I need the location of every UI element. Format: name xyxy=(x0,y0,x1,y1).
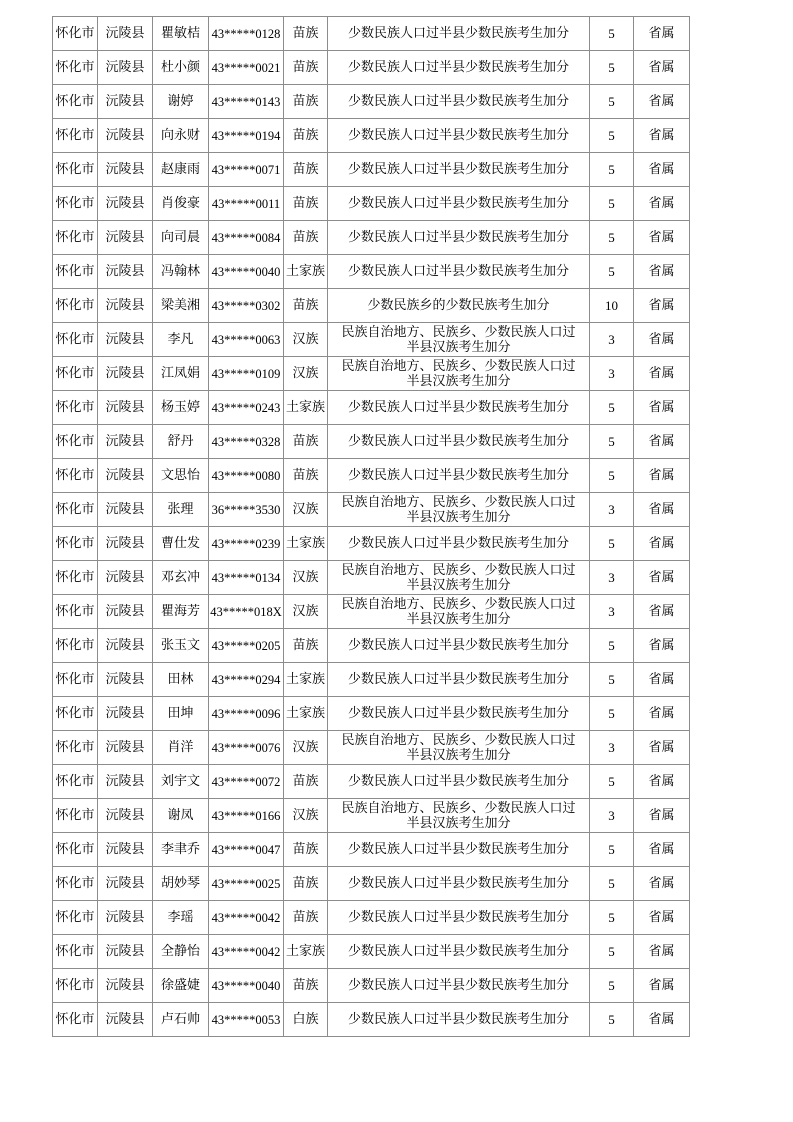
id-number-cell: 43*****0011 xyxy=(209,187,284,221)
level-cell: 省属 xyxy=(634,323,690,357)
ethnicity-cell: 苗族 xyxy=(284,629,328,663)
county-cell: 沅陵县 xyxy=(98,85,153,119)
city-cell: 怀化市 xyxy=(53,1003,98,1037)
city-cell: 怀化市 xyxy=(53,969,98,1003)
name-cell: 杜小颜 xyxy=(153,51,209,85)
level-cell: 省属 xyxy=(634,731,690,765)
table-row xyxy=(53,697,690,731)
county-cell: 沅陵县 xyxy=(98,561,153,595)
city-cell: 怀化市 xyxy=(53,17,98,51)
id-number-cell: 43*****0042 xyxy=(209,901,284,935)
bonus-score-cell: 3 xyxy=(590,357,634,391)
ethnicity-cell: 汉族 xyxy=(284,731,328,765)
bonus-reason-cell: 少数民族人口过半县少数民族考生加分 xyxy=(328,187,590,221)
ethnicity-cell: 苗族 xyxy=(284,17,328,51)
bonus-reason-cell: 少数民族人口过半县少数民族考生加分 xyxy=(328,867,590,901)
table-row xyxy=(53,833,690,867)
bonus-score-cell: 3 xyxy=(590,561,634,595)
id-number-cell: 43*****0084 xyxy=(209,221,284,255)
city-cell: 怀化市 xyxy=(53,561,98,595)
bonus-reason-cell: 民族自治地方、民族乡、少数民族人口过半县汉族考生加分 xyxy=(328,357,590,391)
id-number-cell: 43*****0194 xyxy=(209,119,284,153)
ethnicity-cell: 汉族 xyxy=(284,357,328,391)
level-cell: 省属 xyxy=(634,799,690,833)
level-cell: 省属 xyxy=(634,289,690,323)
name-cell: 徐盛婕 xyxy=(153,969,209,1003)
table-row xyxy=(53,663,690,697)
id-number-cell: 43*****0053 xyxy=(209,1003,284,1037)
id-number-cell: 43*****0025 xyxy=(209,867,284,901)
ethnicity-cell: 苗族 xyxy=(284,969,328,1003)
table-row xyxy=(53,425,690,459)
name-cell: 田坤 xyxy=(153,697,209,731)
city-cell: 怀化市 xyxy=(53,867,98,901)
ethnicity-cell: 苗族 xyxy=(284,51,328,85)
county-cell: 沅陵县 xyxy=(98,289,153,323)
bonus-score-cell: 5 xyxy=(590,391,634,425)
id-number-cell: 43*****0302 xyxy=(209,289,284,323)
table-row xyxy=(53,119,690,153)
bonus-score-cell: 5 xyxy=(590,1003,634,1037)
name-cell: 刘宇文 xyxy=(153,765,209,799)
level-cell: 省属 xyxy=(634,663,690,697)
county-cell: 沅陵县 xyxy=(98,425,153,459)
id-number-cell: 43*****0166 xyxy=(209,799,284,833)
city-cell: 怀化市 xyxy=(53,323,98,357)
county-cell: 沅陵县 xyxy=(98,51,153,85)
bonus-reason-cell: 少数民族人口过半县少数民族考生加分 xyxy=(328,629,590,663)
bonus-reason-cell: 少数民族人口过半县少数民族考生加分 xyxy=(328,85,590,119)
table-row xyxy=(53,221,690,255)
bonus-reason-cell: 民族自治地方、民族乡、少数民族人口过半县汉族考生加分 xyxy=(328,595,590,629)
id-number-cell: 43*****0143 xyxy=(209,85,284,119)
county-cell: 沅陵县 xyxy=(98,595,153,629)
bonus-reason-cell: 民族自治地方、民族乡、少数民族人口过半县汉族考生加分 xyxy=(328,561,590,595)
bonus-score-cell: 5 xyxy=(590,935,634,969)
bonus-score-cell: 5 xyxy=(590,425,634,459)
county-cell: 沅陵县 xyxy=(98,629,153,663)
bonus-score-cell: 5 xyxy=(590,663,634,697)
name-cell: 张理 xyxy=(153,493,209,527)
level-cell: 省属 xyxy=(634,119,690,153)
level-cell: 省属 xyxy=(634,561,690,595)
level-cell: 省属 xyxy=(634,391,690,425)
table-row xyxy=(53,51,690,85)
table-row xyxy=(53,595,690,629)
level-cell: 省属 xyxy=(634,527,690,561)
bonus-score-cell: 5 xyxy=(590,119,634,153)
level-cell: 省属 xyxy=(634,765,690,799)
city-cell: 怀化市 xyxy=(53,765,98,799)
bonus-score-cell: 5 xyxy=(590,153,634,187)
table-row xyxy=(53,323,690,357)
county-cell: 沅陵县 xyxy=(98,867,153,901)
ethnicity-cell: 苗族 xyxy=(284,289,328,323)
county-cell: 沅陵县 xyxy=(98,323,153,357)
ethnicity-cell: 汉族 xyxy=(284,493,328,527)
city-cell: 怀化市 xyxy=(53,221,98,255)
name-cell: 舒丹 xyxy=(153,425,209,459)
table-row xyxy=(53,867,690,901)
level-cell: 省属 xyxy=(634,595,690,629)
name-cell: 卢石帅 xyxy=(153,1003,209,1037)
name-cell: 江凤娟 xyxy=(153,357,209,391)
table-row xyxy=(53,765,690,799)
bonus-reason-cell: 少数民族人口过半县少数民族考生加分 xyxy=(328,153,590,187)
county-cell: 沅陵县 xyxy=(98,527,153,561)
id-number-cell: 43*****0294 xyxy=(209,663,284,697)
name-cell: 赵康雨 xyxy=(153,153,209,187)
id-number-cell: 43*****0042 xyxy=(209,935,284,969)
ethnicity-cell: 土家族 xyxy=(284,255,328,289)
bonus-score-cell: 3 xyxy=(590,799,634,833)
ethnicity-cell: 苗族 xyxy=(284,459,328,493)
ethnicity-cell: 土家族 xyxy=(284,527,328,561)
table-row xyxy=(53,1003,690,1037)
table-row xyxy=(53,459,690,493)
id-number-cell: 43*****018X xyxy=(209,595,284,629)
city-cell: 怀化市 xyxy=(53,357,98,391)
bonus-score-cell: 5 xyxy=(590,969,634,1003)
city-cell: 怀化市 xyxy=(53,935,98,969)
city-cell: 怀化市 xyxy=(53,153,98,187)
county-cell: 沅陵县 xyxy=(98,663,153,697)
ethnicity-cell: 土家族 xyxy=(284,935,328,969)
ethnicity-cell: 苗族 xyxy=(284,867,328,901)
name-cell: 邓玄冲 xyxy=(153,561,209,595)
name-cell: 李瑶 xyxy=(153,901,209,935)
bonus-score-cell: 5 xyxy=(590,765,634,799)
table-row xyxy=(53,629,690,663)
level-cell: 省属 xyxy=(634,17,690,51)
name-cell: 全静怡 xyxy=(153,935,209,969)
table-row xyxy=(53,799,690,833)
county-cell: 沅陵县 xyxy=(98,935,153,969)
id-number-cell: 43*****0205 xyxy=(209,629,284,663)
ethnicity-cell: 土家族 xyxy=(284,697,328,731)
county-cell: 沅陵县 xyxy=(98,255,153,289)
table-row xyxy=(53,255,690,289)
county-cell: 沅陵县 xyxy=(98,697,153,731)
bonus-score-cell: 5 xyxy=(590,901,634,935)
bonus-reason-cell: 少数民族人口过半县少数民族考生加分 xyxy=(328,527,590,561)
bonus-reason-cell: 少数民族人口过半县少数民族考生加分 xyxy=(328,833,590,867)
bonus-score-cell: 5 xyxy=(590,51,634,85)
name-cell: 冯翰林 xyxy=(153,255,209,289)
county-cell: 沅陵县 xyxy=(98,357,153,391)
ethnicity-cell: 苗族 xyxy=(284,765,328,799)
id-number-cell: 43*****0243 xyxy=(209,391,284,425)
table-row xyxy=(53,357,690,391)
bonus-score-cell: 5 xyxy=(590,17,634,51)
table-row xyxy=(53,85,690,119)
bonus-reason-cell: 少数民族人口过半县少数民族考生加分 xyxy=(328,901,590,935)
county-cell: 沅陵县 xyxy=(98,119,153,153)
city-cell: 怀化市 xyxy=(53,663,98,697)
bonus-reason-cell: 民族自治地方、民族乡、少数民族人口过半县汉族考生加分 xyxy=(328,493,590,527)
level-cell: 省属 xyxy=(634,969,690,1003)
level-cell: 省属 xyxy=(634,697,690,731)
ethnicity-cell: 白族 xyxy=(284,1003,328,1037)
bonus-score-cell: 5 xyxy=(590,629,634,663)
city-cell: 怀化市 xyxy=(53,833,98,867)
county-cell: 沅陵县 xyxy=(98,493,153,527)
name-cell: 曹仕发 xyxy=(153,527,209,561)
bonus-score-cell: 3 xyxy=(590,493,634,527)
table-row xyxy=(53,153,690,187)
county-cell: 沅陵县 xyxy=(98,969,153,1003)
name-cell: 向司晨 xyxy=(153,221,209,255)
level-cell: 省属 xyxy=(634,1003,690,1037)
level-cell: 省属 xyxy=(634,867,690,901)
county-cell: 沅陵县 xyxy=(98,187,153,221)
county-cell: 沅陵县 xyxy=(98,1003,153,1037)
name-cell: 李凡 xyxy=(153,323,209,357)
table-row xyxy=(53,289,690,323)
ethnicity-cell: 苗族 xyxy=(284,119,328,153)
city-cell: 怀化市 xyxy=(53,391,98,425)
county-cell: 沅陵县 xyxy=(98,765,153,799)
name-cell: 谢凤 xyxy=(153,799,209,833)
city-cell: 怀化市 xyxy=(53,799,98,833)
level-cell: 省属 xyxy=(634,493,690,527)
bonus-score-cell: 3 xyxy=(590,731,634,765)
id-number-cell: 43*****0128 xyxy=(209,17,284,51)
level-cell: 省属 xyxy=(634,629,690,663)
table-body xyxy=(53,17,690,1037)
county-cell: 沅陵县 xyxy=(98,731,153,765)
ethnicity-cell: 汉族 xyxy=(284,561,328,595)
id-number-cell: 43*****0047 xyxy=(209,833,284,867)
bonus-score-cell: 3 xyxy=(590,595,634,629)
bonus-score-cell: 5 xyxy=(590,697,634,731)
table-row xyxy=(53,17,690,51)
city-cell: 怀化市 xyxy=(53,85,98,119)
bonus-score-cell: 5 xyxy=(590,459,634,493)
level-cell: 省属 xyxy=(634,459,690,493)
bonus-score-cell: 5 xyxy=(590,255,634,289)
level-cell: 省属 xyxy=(634,357,690,391)
name-cell: 向永财 xyxy=(153,119,209,153)
table-row xyxy=(53,527,690,561)
name-cell: 杨玉婷 xyxy=(153,391,209,425)
bonus-points-table xyxy=(52,16,690,1037)
bonus-reason-cell: 少数民族人口过半县少数民族考生加分 xyxy=(328,697,590,731)
county-cell: 沅陵县 xyxy=(98,17,153,51)
id-number-cell: 43*****0071 xyxy=(209,153,284,187)
county-cell: 沅陵县 xyxy=(98,901,153,935)
table-row xyxy=(53,969,690,1003)
level-cell: 省属 xyxy=(634,833,690,867)
table-row xyxy=(53,935,690,969)
bonus-reason-cell: 少数民族人口过半县少数民族考生加分 xyxy=(328,935,590,969)
bonus-score-cell: 5 xyxy=(590,833,634,867)
level-cell: 省属 xyxy=(634,187,690,221)
city-cell: 怀化市 xyxy=(53,459,98,493)
bonus-score-cell: 5 xyxy=(590,85,634,119)
bonus-reason-cell: 少数民族乡的少数民族考生加分 xyxy=(328,289,590,323)
bonus-score-cell: 3 xyxy=(590,323,634,357)
id-number-cell: 43*****0239 xyxy=(209,527,284,561)
ethnicity-cell: 苗族 xyxy=(284,85,328,119)
bonus-score-cell: 5 xyxy=(590,867,634,901)
bonus-reason-cell: 少数民族人口过半县少数民族考生加分 xyxy=(328,1003,590,1037)
city-cell: 怀化市 xyxy=(53,255,98,289)
level-cell: 省属 xyxy=(634,255,690,289)
bonus-reason-cell: 少数民族人口过半县少数民族考生加分 xyxy=(328,119,590,153)
name-cell: 胡妙琴 xyxy=(153,867,209,901)
id-number-cell: 36*****3530 xyxy=(209,493,284,527)
ethnicity-cell: 汉族 xyxy=(284,595,328,629)
id-number-cell: 43*****0096 xyxy=(209,697,284,731)
table-row xyxy=(53,561,690,595)
county-cell: 沅陵县 xyxy=(98,221,153,255)
id-number-cell: 43*****0076 xyxy=(209,731,284,765)
county-cell: 沅陵县 xyxy=(98,153,153,187)
table-row xyxy=(53,493,690,527)
id-number-cell: 43*****0328 xyxy=(209,425,284,459)
name-cell: 谢婷 xyxy=(153,85,209,119)
city-cell: 怀化市 xyxy=(53,595,98,629)
city-cell: 怀化市 xyxy=(53,697,98,731)
bonus-score-cell: 5 xyxy=(590,527,634,561)
city-cell: 怀化市 xyxy=(53,51,98,85)
ethnicity-cell: 土家族 xyxy=(284,663,328,697)
id-number-cell: 43*****0072 xyxy=(209,765,284,799)
id-number-cell: 43*****0080 xyxy=(209,459,284,493)
ethnicity-cell: 苗族 xyxy=(284,833,328,867)
level-cell: 省属 xyxy=(634,51,690,85)
bonus-reason-cell: 少数民族人口过半县少数民族考生加分 xyxy=(328,17,590,51)
city-cell: 怀化市 xyxy=(53,289,98,323)
ethnicity-cell: 土家族 xyxy=(284,391,328,425)
bonus-reason-cell: 少数民族人口过半县少数民族考生加分 xyxy=(328,425,590,459)
table-row xyxy=(53,391,690,425)
bonus-reason-cell: 少数民族人口过半县少数民族考生加分 xyxy=(328,459,590,493)
name-cell: 肖俊豪 xyxy=(153,187,209,221)
ethnicity-cell: 苗族 xyxy=(284,425,328,459)
ethnicity-cell: 汉族 xyxy=(284,799,328,833)
city-cell: 怀化市 xyxy=(53,731,98,765)
ethnicity-cell: 苗族 xyxy=(284,187,328,221)
id-number-cell: 43*****0063 xyxy=(209,323,284,357)
bonus-reason-cell: 少数民族人口过半县少数民族考生加分 xyxy=(328,663,590,697)
city-cell: 怀化市 xyxy=(53,119,98,153)
level-cell: 省属 xyxy=(634,153,690,187)
table-row xyxy=(53,187,690,221)
id-number-cell: 43*****0040 xyxy=(209,969,284,1003)
name-cell: 瞿海芳 xyxy=(153,595,209,629)
city-cell: 怀化市 xyxy=(53,187,98,221)
level-cell: 省属 xyxy=(634,85,690,119)
bonus-reason-cell: 少数民族人口过半县少数民族考生加分 xyxy=(328,255,590,289)
county-cell: 沅陵县 xyxy=(98,833,153,867)
bonus-reason-cell: 少数民族人口过半县少数民族考生加分 xyxy=(328,221,590,255)
bonus-reason-cell: 少数民族人口过半县少数民族考生加分 xyxy=(328,391,590,425)
level-cell: 省属 xyxy=(634,935,690,969)
bonus-reason-cell: 民族自治地方、民族乡、少数民族人口过半县汉族考生加分 xyxy=(328,731,590,765)
county-cell: 沅陵县 xyxy=(98,459,153,493)
city-cell: 怀化市 xyxy=(53,425,98,459)
bonus-reason-cell: 民族自治地方、民族乡、少数民族人口过半县汉族考生加分 xyxy=(328,323,590,357)
city-cell: 怀化市 xyxy=(53,901,98,935)
bonus-score-cell: 10 xyxy=(590,289,634,323)
name-cell: 文思怡 xyxy=(153,459,209,493)
id-number-cell: 43*****0109 xyxy=(209,357,284,391)
ethnicity-cell: 苗族 xyxy=(284,153,328,187)
city-cell: 怀化市 xyxy=(53,527,98,561)
table-row xyxy=(53,731,690,765)
bonus-score-cell: 5 xyxy=(590,221,634,255)
level-cell: 省属 xyxy=(634,425,690,459)
ethnicity-cell: 苗族 xyxy=(284,221,328,255)
name-cell: 梁美湘 xyxy=(153,289,209,323)
ethnicity-cell: 苗族 xyxy=(284,901,328,935)
level-cell: 省属 xyxy=(634,901,690,935)
level-cell: 省属 xyxy=(634,221,690,255)
table-row xyxy=(53,901,690,935)
id-number-cell: 43*****0040 xyxy=(209,255,284,289)
id-number-cell: 43*****0021 xyxy=(209,51,284,85)
bonus-reason-cell: 少数民族人口过半县少数民族考生加分 xyxy=(328,765,590,799)
bonus-reason-cell: 民族自治地方、民族乡、少数民族人口过半县汉族考生加分 xyxy=(328,799,590,833)
bonus-reason-cell: 少数民族人口过半县少数民族考生加分 xyxy=(328,51,590,85)
name-cell: 李聿乔 xyxy=(153,833,209,867)
bonus-reason-cell: 少数民族人口过半县少数民族考生加分 xyxy=(328,969,590,1003)
name-cell: 肖洋 xyxy=(153,731,209,765)
name-cell: 瞿敏桔 xyxy=(153,17,209,51)
bonus-score-cell: 5 xyxy=(590,187,634,221)
city-cell: 怀化市 xyxy=(53,493,98,527)
city-cell: 怀化市 xyxy=(53,629,98,663)
name-cell: 田林 xyxy=(153,663,209,697)
ethnicity-cell: 汉族 xyxy=(284,323,328,357)
county-cell: 沅陵县 xyxy=(98,799,153,833)
id-number-cell: 43*****0134 xyxy=(209,561,284,595)
county-cell: 沅陵县 xyxy=(98,391,153,425)
name-cell: 张玉文 xyxy=(153,629,209,663)
